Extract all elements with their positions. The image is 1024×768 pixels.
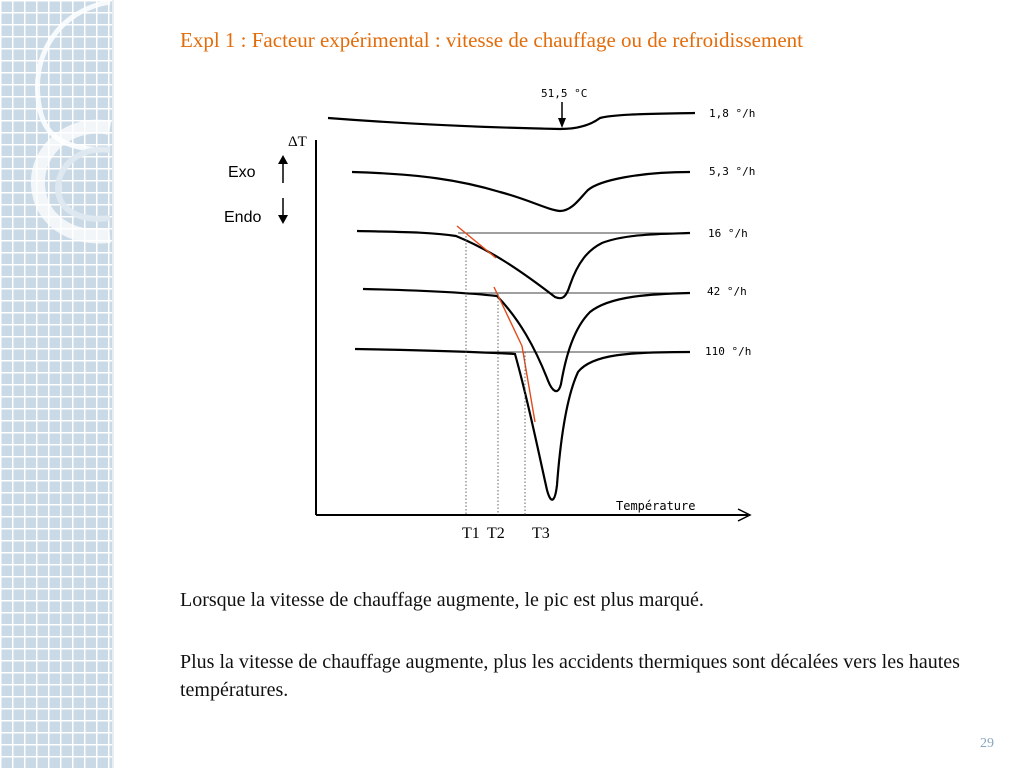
curve-16 [357, 231, 690, 298]
series-label: 110 °/h [705, 345, 752, 358]
series-label: 1,8 °/h [709, 107, 756, 120]
curve-110 [355, 349, 690, 500]
x-axis-label: Température [616, 499, 696, 513]
t1-label: T1 [462, 525, 480, 542]
curve-1-8 [328, 113, 695, 129]
series-label: 5,3 °/h [709, 165, 756, 178]
peak-arrowhead [558, 118, 566, 128]
slide-title: Expl 1 : Facteur expérimental : vitesse de chauffage ou de refroidissement [180, 28, 803, 52]
endo-arrowhead [278, 215, 288, 224]
exo-label: Exo [228, 164, 256, 181]
exo-arrowhead [278, 155, 288, 164]
t3-label: T3 [532, 525, 550, 542]
series-label: 16 °/h [708, 227, 748, 240]
page-number: 29 [980, 736, 994, 751]
t2-label: T2 [487, 525, 505, 542]
paragraph-heating-rate: Lorsque la vitesse de chauffage augmente, le pic est plus marqué. [180, 589, 704, 611]
endo-label: Endo [224, 209, 262, 226]
tangent-t1 [457, 226, 496, 258]
paragraph-thermal-shift: Plus la vitesse de chauffage augmente, plus les accidents thermiques sont décalées vers les hautes températures. [180, 651, 960, 701]
curve-5-3 [352, 172, 690, 211]
y-axis-label: ΔT [288, 134, 307, 150]
peak-annotation: 51,5 °C [541, 87, 588, 100]
series-label: 42 °/h [707, 285, 747, 298]
